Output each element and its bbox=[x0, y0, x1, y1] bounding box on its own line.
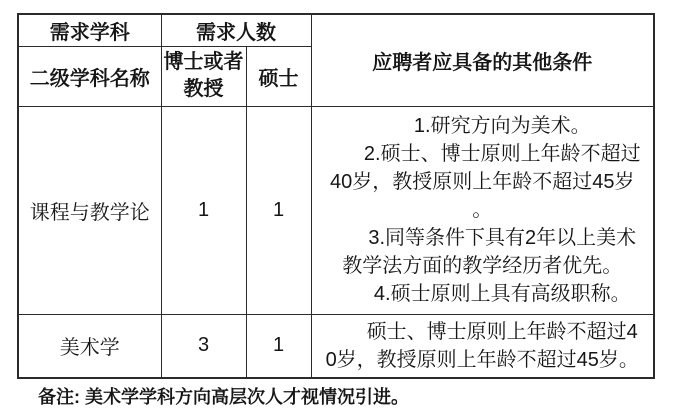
table-row-curriculum bbox=[18, 106, 654, 314]
condition-line: 。 bbox=[472, 199, 493, 221]
footer-note: 备注: 美术学学科方向高层次人才视情况引进。 bbox=[38, 387, 409, 407]
doctor-count-cell: 1 bbox=[161, 106, 246, 314]
master-count-cell: 1 bbox=[246, 314, 311, 378]
discipline-cell: 美术学 bbox=[18, 314, 161, 378]
condition-line: 教学法方面的教学经历者优先。 bbox=[342, 255, 623, 277]
discipline-cell: 课程与教学论 bbox=[18, 106, 161, 314]
conditions-cell bbox=[311, 106, 654, 314]
recruitment-requirements-table bbox=[17, 13, 655, 379]
master-count-cell: 1 bbox=[246, 106, 311, 314]
condition-line: 1.研究方向为美术。 bbox=[413, 115, 591, 137]
condition-line: 0岁，教授原则上年龄不超过45岁。 bbox=[325, 348, 639, 371]
condition-line: 4.硕士原则上具有高级职称。 bbox=[373, 283, 631, 305]
header-master: 硕士 bbox=[246, 46, 311, 106]
condition-line: 40岁，教授原则上年龄不超过45岁 bbox=[330, 171, 635, 193]
header-demand-discipline: 需求学科 bbox=[18, 14, 161, 46]
header-demand-headcount: 需求人数 bbox=[161, 14, 311, 46]
condition-line: 3.同等条件下具有2年以上美术 bbox=[368, 227, 637, 249]
conditions-cell bbox=[311, 314, 654, 378]
header-other-conditions: 应聘者应具备的其他条件 bbox=[311, 14, 654, 106]
header-secondary-discipline-name: 二级学科名称 bbox=[18, 46, 161, 106]
condition-line: 2.硕士、博士原则上年龄不超过 bbox=[363, 143, 641, 165]
header-doctor-or-professor: 博士或者教授 bbox=[161, 46, 246, 106]
condition-line: 硕士、博士原则上年龄不超过4 bbox=[366, 320, 638, 343]
doctor-count-cell: 3 bbox=[161, 314, 246, 378]
table-row-fine-arts bbox=[18, 314, 654, 378]
header-row-1 bbox=[18, 14, 654, 46]
